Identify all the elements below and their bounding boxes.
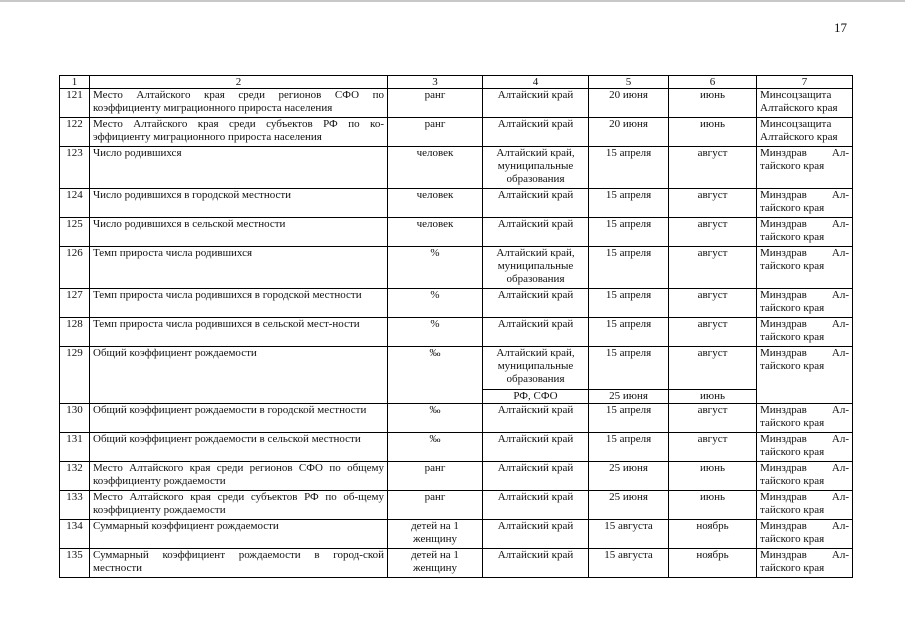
responsible-department-cell: [757, 549, 853, 578]
territory-level-cell: РФ, СФО: [483, 390, 589, 404]
department-name: Минздрав: [760, 491, 807, 503]
submission-date-cell: 20 июня: [589, 118, 669, 147]
territory-level-cell: Алтайский край: [483, 89, 589, 118]
submission-date-cell: 15 апреля: [589, 289, 669, 318]
department-name-continued: Ал-: [831, 147, 849, 159]
unit-cell: ранг: [388, 491, 483, 520]
responsible-department-cell: [757, 189, 853, 218]
row-number: 129: [60, 347, 90, 404]
unit-cell: ‰: [388, 433, 483, 462]
territory-level-cell: Алтайский край: [483, 520, 589, 549]
publication-month-cell: август: [669, 189, 757, 218]
row-number: 122: [60, 118, 90, 147]
row-number: 123: [60, 147, 90, 189]
department-name: Минздрав: [760, 318, 807, 330]
indicator-name: Темп прироста числа родившихся: [90, 247, 388, 289]
unit-cell: человек: [388, 218, 483, 247]
responsible-department-cell: [757, 462, 853, 491]
unit-cell: ‰: [388, 404, 483, 433]
department-name: Минздрав: [760, 549, 807, 561]
publication-month-cell: август: [669, 347, 757, 390]
department-name: Минздрав: [760, 189, 807, 201]
publication-month-cell: август: [669, 247, 757, 289]
header-cell: 4: [483, 76, 589, 89]
publication-month-cell: июнь: [669, 118, 757, 147]
department-name-continued: Ал-: [831, 433, 849, 445]
department-name: Минздрав: [760, 433, 807, 445]
header-cell: 3: [388, 76, 483, 89]
publication-month-cell: август: [669, 218, 757, 247]
submission-date-cell: 15 апреля: [589, 147, 669, 189]
department-name: Минздрав: [760, 347, 807, 359]
table-row: [60, 520, 853, 549]
unit-cell: ранг: [388, 118, 483, 147]
submission-date-cell: 25 июня: [589, 462, 669, 491]
row-number: 124: [60, 189, 90, 218]
department-region: тайского края: [760, 160, 825, 172]
responsible-department-cell: [757, 347, 853, 404]
unit-cell: человек: [388, 189, 483, 218]
department-region: тайского края: [760, 260, 825, 272]
table-row: [60, 147, 853, 189]
territory-level-cell: Алтайский край, муниципальные образования: [483, 147, 589, 189]
row-number: 130: [60, 404, 90, 433]
responsible-department-cell: [757, 289, 853, 318]
submission-date-cell: 15 августа: [589, 549, 669, 578]
department-region: тайского края: [760, 504, 825, 516]
table-row: [60, 218, 853, 247]
department-region: Алтайского края: [760, 131, 838, 143]
unit-cell: человек: [388, 147, 483, 189]
publication-month-cell: ноябрь: [669, 520, 757, 549]
indicator-name: Место Алтайского края среди регионов СФО по коэффициенту миграционного прироста населения: [90, 89, 388, 118]
department-region: тайского края: [760, 231, 825, 243]
table-row: [60, 189, 853, 218]
unit-cell: ‰: [388, 347, 483, 404]
department-name: Минсоцзащита: [760, 89, 832, 101]
department-name: Минздрав: [760, 247, 807, 259]
responsible-department-cell: [757, 520, 853, 549]
indicator-name: Место Алтайского края среди субъектов РФ по ко-эффициенту миграционного прироста населения: [90, 118, 388, 147]
publication-month-cell: август: [669, 289, 757, 318]
header-cell: 5: [589, 76, 669, 89]
department-name: Минздрав: [760, 289, 807, 301]
responsible-department-cell: [757, 318, 853, 347]
table-row: [60, 289, 853, 318]
department-region: тайского края: [760, 562, 825, 574]
header-cell: 6: [669, 76, 757, 89]
department-name: Минздрав: [760, 520, 807, 532]
submission-date-cell: 15 апреля: [589, 218, 669, 247]
responsible-department-cell: [757, 118, 853, 147]
territory-level-cell: Алтайский край: [483, 289, 589, 318]
publication-month-cell: июнь: [669, 89, 757, 118]
department-name: Минздрав: [760, 462, 807, 474]
indicator-name: Общий коэффициент рождаемости: [90, 347, 388, 404]
indicator-name: Место Алтайского края среди регионов СФО по общему коэффициенту рождаемости: [90, 462, 388, 491]
department-region: тайского края: [760, 475, 825, 487]
publication-month-cell: ноябрь: [669, 549, 757, 578]
department-name: Минздрав: [760, 404, 807, 416]
department-name-continued: Ал-: [831, 318, 849, 330]
department-region: тайского края: [760, 331, 825, 343]
submission-date-cell: 25 июня: [589, 491, 669, 520]
department-region: тайского края: [760, 202, 825, 214]
row-number: 128: [60, 318, 90, 347]
territory-level-cell: Алтайский край: [483, 218, 589, 247]
row-number: 131: [60, 433, 90, 462]
department-name-continued: Ал-: [831, 404, 849, 416]
territory-level-cell: Алтайский край: [483, 491, 589, 520]
department-name-continued: Ал-: [831, 289, 849, 301]
row-number: 126: [60, 247, 90, 289]
table-row: [60, 347, 853, 390]
column-number-header-row: [60, 76, 853, 89]
indicator-name: Число родившихся в сельской местности: [90, 218, 388, 247]
responsible-department-cell: [757, 491, 853, 520]
indicator-name: Место Алтайского края среди субъектов РФ по об-щему коэффициенту рождаемости: [90, 491, 388, 520]
department-name-continued: Ал-: [831, 247, 849, 259]
table-row: [60, 318, 853, 347]
publication-month-cell: август: [669, 318, 757, 347]
publication-month-cell: август: [669, 147, 757, 189]
territory-level-cell: Алтайский край, муниципальные образования: [483, 347, 589, 390]
unit-cell: %: [388, 289, 483, 318]
indicator-name: Суммарный коэффициент рождаемости: [90, 520, 388, 549]
territory-level-cell: Алтайский край: [483, 433, 589, 462]
department-region: тайского края: [760, 446, 825, 458]
row-number: 121: [60, 89, 90, 118]
submission-date-cell: 15 апреля: [589, 404, 669, 433]
responsible-department-cell: [757, 404, 853, 433]
department-name-continued: Ал-: [831, 218, 849, 230]
department-name-continued: Ал-: [831, 189, 849, 201]
table-row: [60, 491, 853, 520]
publication-month-cell: август: [669, 404, 757, 433]
row-number: 125: [60, 218, 90, 247]
submission-date-cell: 15 апреля: [589, 433, 669, 462]
submission-date-cell: 15 апреля: [589, 347, 669, 390]
submission-date-cell: 15 августа: [589, 520, 669, 549]
unit-cell: ранг: [388, 462, 483, 491]
indicator-name: Общий коэффициент рождаемости в городской местности: [90, 404, 388, 433]
department-region: тайского края: [760, 360, 825, 372]
responsible-department-cell: [757, 147, 853, 189]
territory-level-cell: Алтайский край: [483, 462, 589, 491]
header-cell: 7: [757, 76, 853, 89]
department-name-continued: Ал-: [831, 347, 849, 359]
row-number: 133: [60, 491, 90, 520]
indicator-name: Темп прироста числа родившихся в сельской мест-ности: [90, 318, 388, 347]
department-region: тайского края: [760, 417, 825, 429]
department-name-continued: Ал-: [831, 520, 849, 532]
department-region: Алтайского края: [760, 102, 838, 114]
publication-month-cell: июнь: [669, 491, 757, 520]
publication-month-cell: июнь: [669, 462, 757, 491]
submission-date-cell: 15 апреля: [589, 189, 669, 218]
department-name-continued: Ал-: [831, 549, 849, 561]
department-name-continued: Ал-: [831, 462, 849, 474]
unit-cell: %: [388, 247, 483, 289]
indicator-name: Темп прироста числа родившихся в городской местности: [90, 289, 388, 318]
responsible-department-cell: [757, 89, 853, 118]
indicator-table: [59, 75, 853, 578]
table-row: [60, 118, 853, 147]
table-row: [60, 549, 853, 578]
table-row: [60, 462, 853, 491]
unit-cell: %: [388, 318, 483, 347]
department-name: Минсоцзащита: [760, 118, 832, 130]
row-number: 134: [60, 520, 90, 549]
row-number: 127: [60, 289, 90, 318]
scan-top-edge: [0, 0, 905, 2]
indicator-name: Общий коэффициент рождаемости в сельской местности: [90, 433, 388, 462]
row-number: 135: [60, 549, 90, 578]
territory-level-cell: Алтайский край: [483, 549, 589, 578]
department-name: Минздрав: [760, 147, 807, 159]
table-row: [60, 89, 853, 118]
territory-level-cell: Алтайский край: [483, 404, 589, 433]
table-row: [60, 404, 853, 433]
page-number: 17: [834, 20, 847, 35]
territory-level-cell: Алтайский край: [483, 318, 589, 347]
territory-level-cell: Алтайский край: [483, 118, 589, 147]
indicator-name: Суммарный коэффициент рождаемости в город-ской местности: [90, 549, 388, 578]
header-cell: 1: [60, 76, 90, 89]
row-number: 132: [60, 462, 90, 491]
publication-month-cell: июнь: [669, 390, 757, 404]
submission-date-cell: 20 июня: [589, 89, 669, 118]
unit-cell: детей на 1 женщину: [388, 549, 483, 578]
indicator-name: Число родившихся в городской местности: [90, 189, 388, 218]
table-row: [60, 433, 853, 462]
table-row: [60, 247, 853, 289]
submission-date-cell: 15 апреля: [589, 247, 669, 289]
submission-date-cell: 25 июня: [589, 390, 669, 404]
publication-month-cell: август: [669, 433, 757, 462]
territory-level-cell: Алтайский край: [483, 189, 589, 218]
department-region: тайского края: [760, 302, 825, 314]
unit-cell: ранг: [388, 89, 483, 118]
territory-level-cell: Алтайский край, муниципальные образования: [483, 247, 589, 289]
responsible-department-cell: [757, 247, 853, 289]
indicator-name: Число родившихся: [90, 147, 388, 189]
department-name-continued: Ал-: [831, 491, 849, 503]
department-region: тайского края: [760, 533, 825, 545]
department-name: Минздрав: [760, 218, 807, 230]
submission-date-cell: 15 апреля: [589, 318, 669, 347]
unit-cell: детей на 1 женщину: [388, 520, 483, 549]
header-cell: 2: [90, 76, 388, 89]
responsible-department-cell: [757, 433, 853, 462]
responsible-department-cell: [757, 218, 853, 247]
